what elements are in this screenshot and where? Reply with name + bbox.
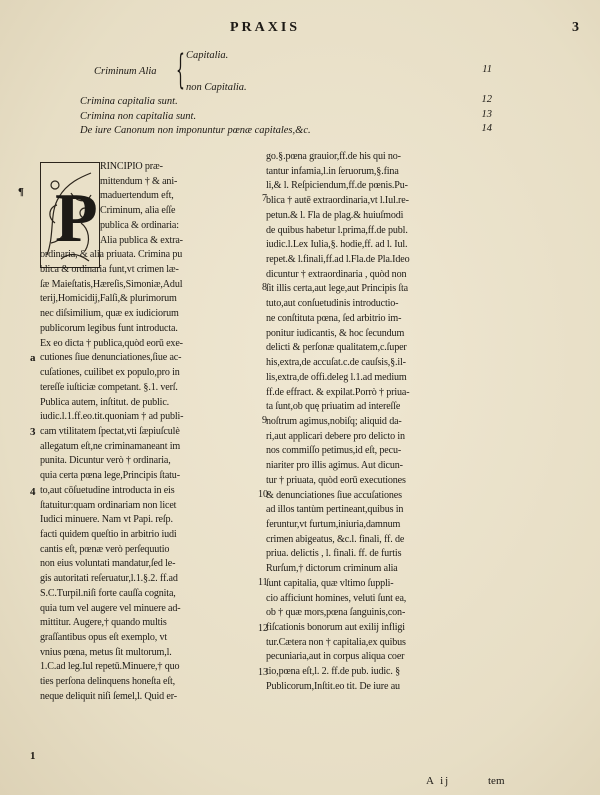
text-line: & denunciationes ſiue accuſationes (266, 489, 402, 501)
text-line: Publica autem, inſtitut. de public. (40, 396, 170, 408)
text-line: cuſationes, cuilibet ex populo,pro in (40, 367, 180, 379)
text-line: tuto,aut conſuetudinis introductio- (266, 298, 399, 310)
text-line: cutiones ſiue denunciationes,ſiue ac- (40, 352, 182, 364)
text-line: de quibus habetur l.prima,ff.de publ. (266, 224, 408, 236)
text-line: fiſcationis bonorum aut exilij infligi (266, 622, 405, 633)
text-line: S.C.Turpil.niſi forte cauſſa cognita, (40, 587, 176, 599)
text-line: publicorum legibus funt introducta. (40, 322, 178, 334)
text-line: punita. Dicuntur verò † ordinaria, (40, 455, 171, 467)
text-line: his,extra,de accuſat.c.de cauſsis,§.il- (266, 357, 406, 369)
toc-line-3: Crimina non capitalia sunt. (80, 111, 197, 122)
text-line: delicti & perſonæ qualitatem,c.ſuper (266, 342, 407, 354)
text-line: Iudici minuere. Nam vt Papi. reſp. (40, 514, 173, 526)
toc-num-2: 12 (481, 94, 492, 105)
right-text-column (266, 150, 534, 695)
brace-icon: { (176, 47, 185, 93)
text-line: non eius voluntati mandatur,ſed le- (40, 558, 176, 570)
paragraph-num-8: 8 (262, 282, 267, 293)
toc-branch-capital: Capitalia. (186, 50, 229, 61)
text-line: publica & ordinaria: (100, 219, 179, 231)
text-line: iudic.l.Lex Iulia,§. hodie,ff. ad l. Iul. (266, 239, 408, 251)
text-line: repet.& l.finali,ff.ad l.Fla.de Pla.Ideo (266, 254, 410, 266)
text-line: tantur infamia,l.in ſeruorum,§.fina (266, 165, 399, 177)
text-line: RINCIPIO præ- (100, 161, 163, 172)
text-line: ſtatuitur:quam ordinariam non licet (40, 499, 177, 511)
text-line: ri,aut applicari debere pro delicto in (266, 430, 405, 442)
text-line: tur.Cætera non † capitalia,ex quibus (266, 636, 406, 648)
toc-line-4: De iure Canonum non imponuntur pœnæ capitales,&c. (80, 125, 311, 136)
text-line: lis,extra,de offi.deleg l.1.ad medium (266, 371, 407, 383)
toc-num-4: 14 (481, 123, 492, 134)
text-line: tereſſe iuſticiæ competant. §.1. verſ. (40, 381, 178, 393)
toc-branch-noncapital: non Capitalia. (186, 82, 247, 93)
text-line: blica † autē extraordinaria,vt l.Iul.re- (266, 195, 409, 207)
text-line: ties perſona delinquens honeſta eſt, (40, 676, 176, 688)
text-line: ob † quæ mors,pœna ſanguinis,con- (266, 607, 406, 619)
text-line: priua. delictis , l. finali. ff. de furtis (266, 548, 402, 560)
text-line: allegatum eſt,ne criminamaneant im (40, 440, 181, 452)
text-line: to,aut cōſuetudine introducta in eis (40, 484, 175, 496)
toc-num-3: 13 (481, 109, 492, 120)
text-line: ponitur iudicantis, & hoc ſecundum (266, 327, 405, 339)
text-line: tur † priuata, quòd eorū executiones (266, 474, 406, 486)
text-line: go.§.pœna grauior,ff.de his qui no- (266, 151, 401, 162)
text-line: niariter pro illis agimus. Aut dicun- (266, 460, 403, 472)
text-line: blica & ordinaria funt,vt crimen læ- (40, 264, 179, 276)
text-line: nos commiſſo petimus,id eſt, pecu- (266, 445, 402, 457)
margin-mark-1: ¶ (18, 186, 24, 198)
text-line: ordinaria, & alia priuata. Crimina pu (40, 249, 183, 261)
text-line: Rurſum,† dictorum criminum alia (266, 563, 398, 575)
toc-num-1: 11 (482, 64, 492, 75)
signature-mark: A ij (426, 775, 451, 787)
text-line: Criminum, alia eſſe (100, 205, 176, 217)
text-line: ſunt capitalia, quæ vltimo ſuppli- (266, 577, 394, 589)
paragraph-num-7: 7 (262, 193, 267, 204)
text-line: terij,Homicidij,Falſi,& plurimorum (40, 293, 177, 305)
text-line: vnius pœna, metus ſit multorum,l. (40, 646, 172, 658)
text-line: cam vtilitatem ſpectat,vti ſæpiuſculè (40, 425, 180, 437)
paragraph-num-9: 9 (262, 415, 267, 426)
toc-crimes-label: Criminum Alia (94, 66, 157, 77)
text-line: crimen abigeatus, &c.l. finali, ff. de (266, 533, 405, 545)
text-line: petun.& l. Fla de plag.& huiuſmodi (266, 209, 404, 221)
text-line: feruntur,vt furtum,iniuria,damnum (266, 518, 401, 530)
margin-mark-3: 3 (30, 426, 36, 438)
text-line: ſit illis certa,aut lege,aut Principis ſta (266, 283, 408, 295)
text-line: ſæ Maieſtatis,Hæreſis,Simoniæ,Adul (40, 278, 183, 290)
text-line: maduertendum eft, (100, 190, 174, 202)
left-text-column (40, 160, 264, 705)
text-line: 1.C.ad leg.Iul repetū.Minuere,† quo (40, 661, 180, 673)
paragraph-num-10: 10 (258, 489, 268, 500)
text-line: li,& l. Reſpiciendum,ff.de pœnis.Pu- (266, 180, 408, 192)
text-line: mittitur. Augere,† quando multis (40, 617, 167, 629)
text-line: quia certa pœna lege,Principis ſtatu- (40, 470, 180, 482)
text-line: ff.de effract. & expilat.Porrò † priua- (266, 386, 410, 398)
running-head: PRAXIS (229, 20, 301, 35)
text-line: mittendum † & ani- (100, 175, 178, 187)
paragraph-num-12: 12 (258, 623, 268, 634)
text-line: cantis eſt, pœnæ verò perſequutio (40, 543, 170, 555)
catchword: tem (488, 775, 505, 787)
text-line: Ex eo dicta † publica,quòd eorū exe- (40, 337, 183, 349)
drop-cap-letter: P (55, 180, 98, 257)
text-line: cio afficiunt homines, veluti ſunt ea, (266, 592, 407, 604)
text-line: ta ſunt,ob quę priuatim ad intereſſe (266, 401, 401, 413)
text-line: graſſantibus opus eſt exemplo, vt (40, 632, 168, 643)
text-line: ad illos tantùm pertineant,quibus in (266, 504, 404, 516)
margin-mark-4: 4 (30, 486, 36, 498)
page-number: 3 (572, 20, 579, 35)
margin-mark-5: 1 (30, 750, 36, 762)
text-line: pecuniaria,aut in corpus aliqua coer (266, 651, 405, 663)
paragraph-num-11: 11 (258, 577, 268, 588)
text-line: noſtrum agimus,nobiſq; aliquid da- (266, 415, 402, 427)
text-line: quia tum vel augere vel minuere ad- (40, 602, 181, 614)
text-line: Alia publica & extra- (100, 234, 183, 246)
text-line: tio,pœna eſt,l. 2. ff.de pub. iudic. § (266, 666, 401, 678)
margin-mark-2: a (30, 352, 36, 364)
text-line: iudic.l.1.ff.eo.tit.quoniam † ad publi- (40, 411, 184, 423)
text-line: Publicorum,Inſtit.eo tit. De iure au (266, 680, 400, 692)
text-line: gis autoritati reſeruatur,l.1.§.2. ff.ad (40, 573, 178, 585)
text-line: facti quidem queſtio in arbitrio iudi (40, 528, 177, 540)
text-line: ne conſtituta pœna, ſed arbitrio im- (266, 312, 402, 324)
paragraph-num-13: 13 (258, 667, 268, 678)
toc-line-2: Crimina capitalia sunt. (80, 96, 178, 107)
text-line: nec diſsimilium, quæ ex iudiciorum (40, 308, 179, 320)
text-line: dicuntur † extraordinaria , quòd non (266, 268, 407, 280)
text-line: neque deliquit niſi ſemel,l. Quid er- (40, 690, 177, 702)
